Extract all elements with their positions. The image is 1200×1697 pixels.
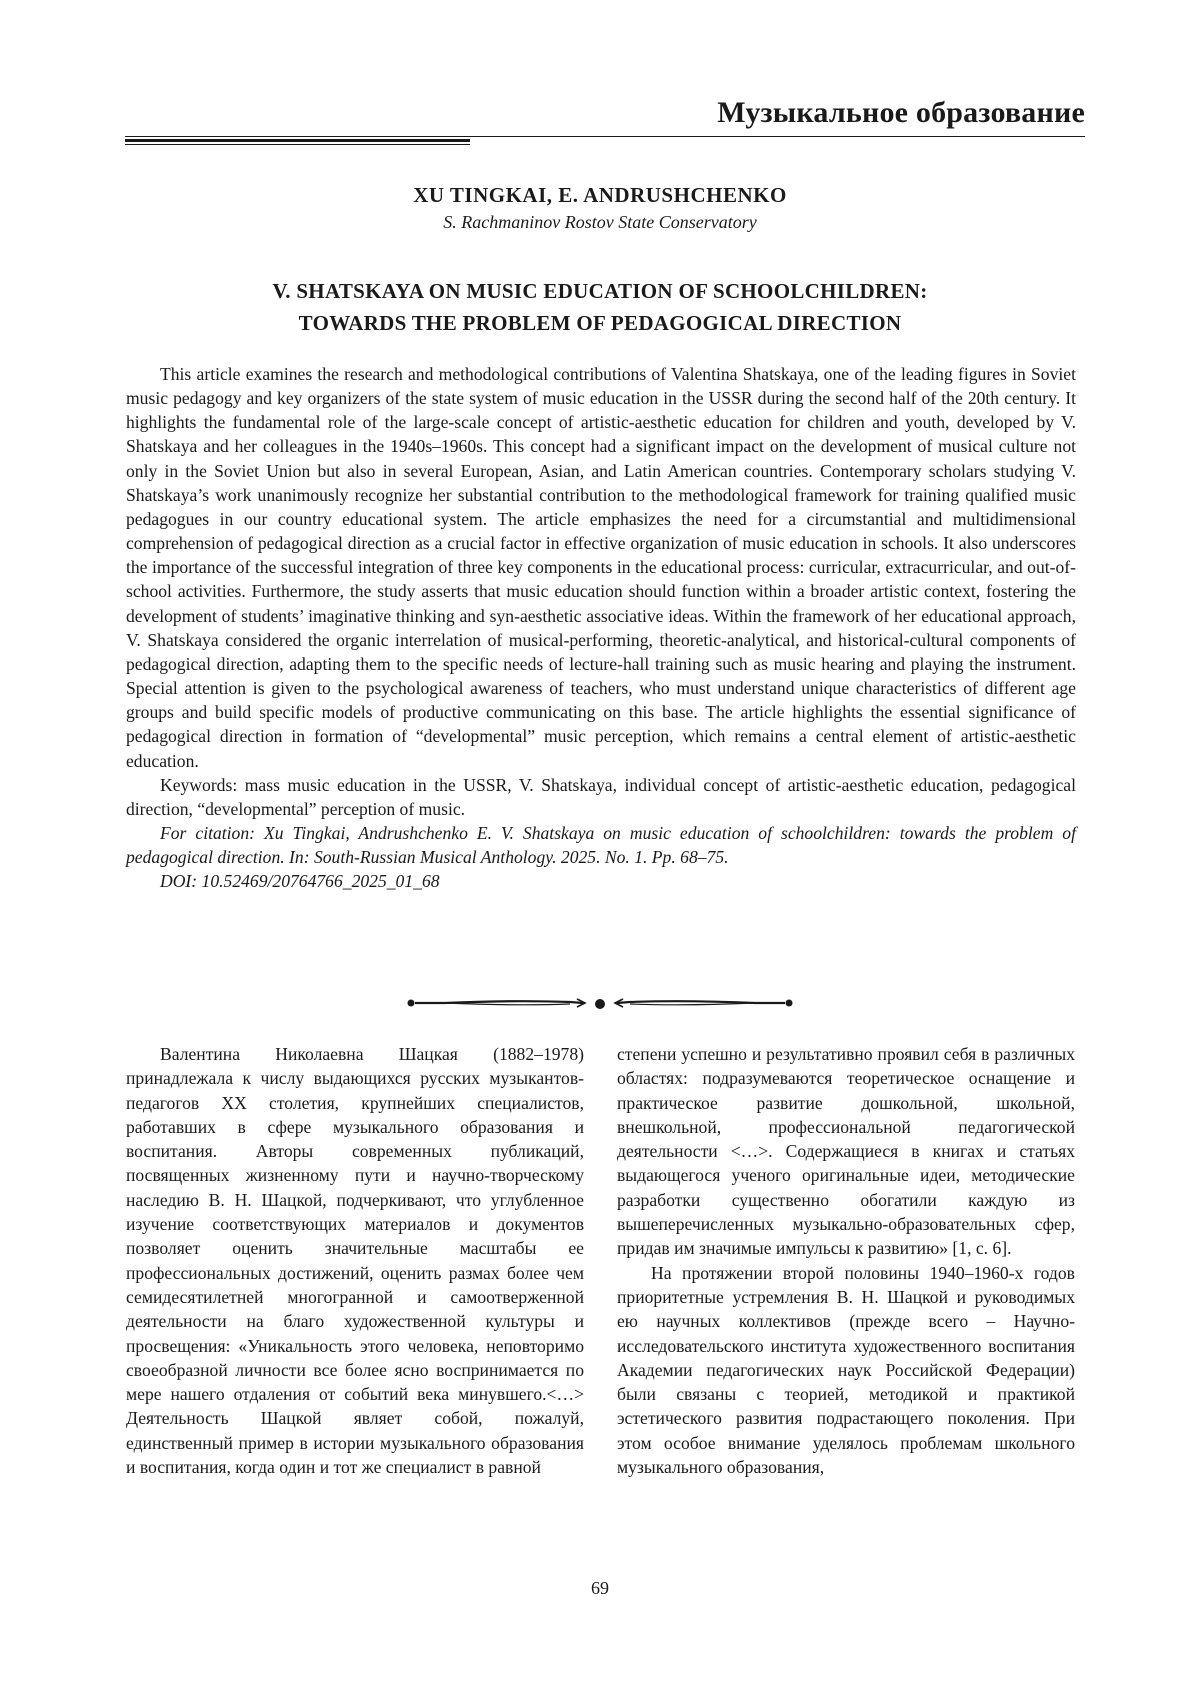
- section-title: Музыкальное образование: [717, 96, 1085, 129]
- article-authors: XU TINGKAI, E. ANDRUSHCHENKO: [413, 183, 787, 207]
- body-column-left: [126, 1042, 584, 1479]
- body-paragraph: На протяжении второй половины 1940–1960-х годов приоритетные устремления В. Н. Шацкой и руководимых ею научных коллективов (прежде всего – Научно-исследовательского института художественного воспитания Академии педагогических наук Российской Федерации) были связаны с теорией, методикой и практикой эстетического развития подрастающего поколения. При этом особое внимание уделялось проблемам школьного музыкального образования,: [617, 1262, 1075, 1478]
- body-column-right: [617, 1042, 1075, 1479]
- body-paragraph: Валентина Николаевна Шацкая (1882–1978) принадлежала к числу выдающихся русских музыкантов-педагогов XX столетия, крупнейших специалистов, работавших в сфере музыкального образования и воспитания. Авторы современных публикаций, посвященных жизненному пути и научно-творческому наследию В. Н. Шацкой, подчеркивают, что углубленное изучение соответствующих материалов и документов позволяет оценить значительные масштабы ее профессиональных достижений, оценить размах более чем семидесятилетней многогранной и самоотверженной деятельности на благо художественной культуры и просвещения: «Уникальность этого человека, неповторимо своеобразной личности все более ясно воспринимается по мере нашего отдаления от событий века минувшего.<…> Деятельность Шацкой являет собой, пожалуй, единственный пример в истории музыкального образования и воспитания, когда один и тот же специалист в равной: [126, 1044, 584, 1478]
- abstract-citation: For citation: Xu Tingkai, Andrushchenko E. V. Shatskaya on music education of schoolchildren: towards the problem of pedagogical direction. In: South-Russian Musical Anthology. 2025. No. 1. Pp. 68–75.: [126, 822, 1076, 868]
- abstract-keywords: Keywords: mass music education in the USSR, V. Shatskaya, individual concept of artistic-aesthetic education, pedagogical direction, “developmental” perception of music.: [126, 774, 1076, 819]
- article-affiliation: S. Rachmaninov Rostov State Conservatory: [443, 212, 757, 232]
- abstract: [126, 362, 1076, 893]
- abstract-doi: DOI: 10.52469/20764766_2025_01_68: [160, 871, 440, 892]
- article-title-line-1: V. SHATSKAYA ON MUSIC EDUCATION OF SCHOOLCHILDREN:: [272, 279, 928, 303]
- article-title: [0, 275, 1200, 339]
- abstract-text: This article examines the research and methodological contributions of Valentina Shatskaya, one of the leading figures in Soviet music pedagogy and key organizers of the state system of music education in the USSR during the second half of the 20th century. It highlights the fundamental role of the large-scale concept of artistic-aesthetic education for children and youth, developed by V. Shatskaya and her colleagues in the 1940s–1960s. This concept had a significant impact on the development of musical culture not only in the Soviet Union but also in several European, Asian, and Latin American countries. Contemporary scholars studying V. Shatskaya’s work unanimously recognize her substantial contribution to the methodological framework for training qualified music pedagogues in our country educational system. The article emphasizes the need for a circumstantial and multidimensional comprehension of pedagogical direction as a crucial factor in effective organization of music education in schools. It also underscores the importance of the successful integration of three key components in the educational process: curricular, extracurricular, and out-of-school activities. Furthermore, the study asserts that music education should function within a broader artistic context, fostering the development of students’ imaginative thinking and syn-aesthetic associative ideas. Within the framework of her educational approach, V. Shatskaya considered the organic interrelation of musical-performing, theoretic-analytical, and historical-cultural components of pedagogical direction, adapting them to the specific needs of lecture-hall training such as music hearing and playing the instrument. Special attention is given to the psychological awareness of teachers, who must understand unique characteristics of different age groups and build specific models of productive communicating on this base. The article highlights the essential significance of pedagogical direction in formation of “developmental” music perception, which remains a central element of artistic-aesthetic education.: [126, 364, 1076, 771]
- section-divider-ornament: [405, 995, 795, 1011]
- page-number: 69: [591, 1578, 609, 1598]
- body-paragraph-continued: степени успешно и результативно проявил себя в различных областях: подразумеваются теоретическое оснащение и практическое развитие дошкольной, школьной, внешкольной, профессиональной педагогической деятельности <…>. Содержащиеся в книгах и статьях выдающегося ученого оригинальные идеи, методические разработки существенно обогатили каждую из вышеперечисленных музыкально-образовательных сфер, придав им значимые импульсы к развитию» [1, с. 6].: [617, 1044, 1075, 1259]
- article-title-line-2: TOWARDS THE PROBLEM OF PEDAGOGICAL DIRECTION: [298, 311, 902, 335]
